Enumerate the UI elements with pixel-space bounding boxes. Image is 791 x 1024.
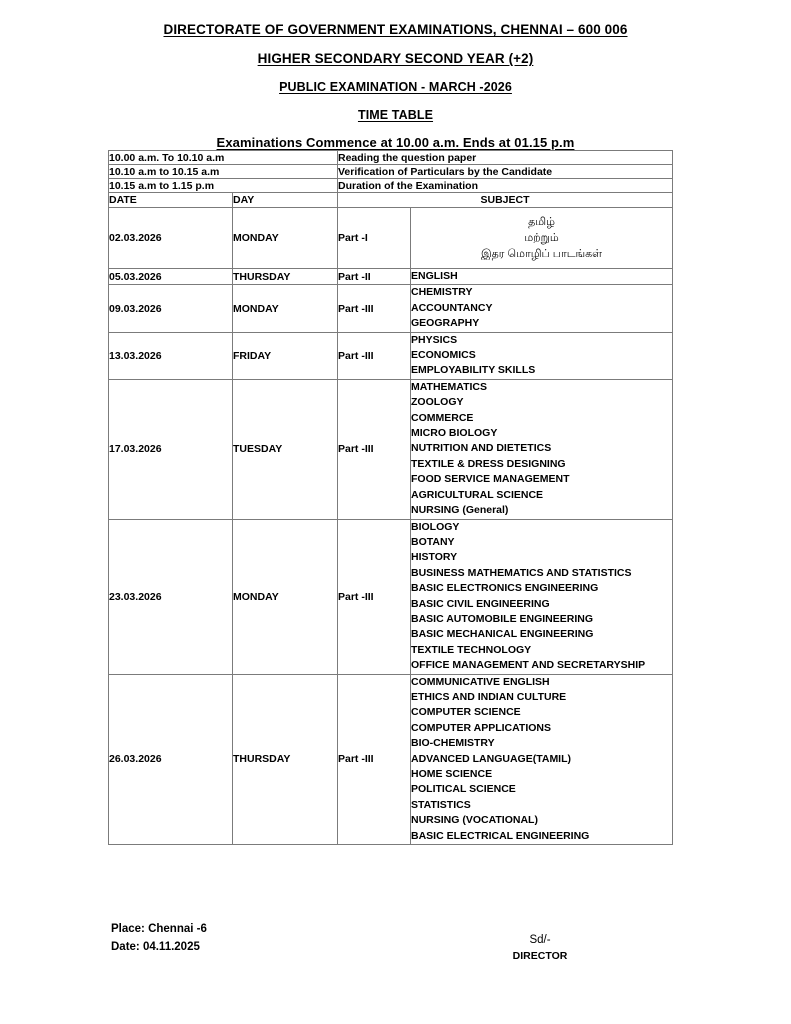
subject-name: BASIC ELECTRONICS ENGINEERING	[411, 582, 599, 595]
subject-name: தமிழ்	[528, 216, 555, 228]
header-line-title-text: TIME TABLE	[357, 108, 434, 122]
timing-description: Reading the question paper	[338, 151, 673, 165]
cell-subject-list	[411, 379, 673, 519]
timetable	[108, 150, 673, 845]
subject-name: BIOLOGY	[411, 520, 460, 533]
subject-name: TEXTILE & DRESS DESIGNING	[411, 457, 566, 470]
subject-name: COMMUNICATIVE ENGLISH	[411, 675, 550, 688]
subject-name: OFFICE MANAGEMENT AND SECRETARYSHIP	[411, 659, 646, 672]
cell-part: Part -III	[338, 379, 411, 519]
footer-designation: DIRECTOR	[512, 950, 568, 962]
subject-name: இதர மொழிப் பாடங்கள்	[480, 248, 603, 260]
cell-day: FRIDAY	[233, 332, 338, 379]
subject-name: EMPLOYABILITY SKILLS	[411, 364, 536, 377]
cell-day: MONDAY	[233, 208, 338, 269]
timing-row	[109, 179, 673, 193]
subject-name: NURSING (General)	[411, 504, 509, 517]
cell-part: Part -III	[338, 285, 411, 332]
cell-date: 09.03.2026	[109, 285, 233, 332]
subject-name: HOME SCIENCE	[411, 768, 493, 780]
timing-time: 10.15 a.m to 1.15 p.m	[109, 179, 338, 193]
header-line-exam	[0, 80, 791, 94]
column-header-day: DAY	[233, 193, 338, 208]
subject-name: ZOOLOGY	[411, 396, 464, 409]
cell-part: Part -I	[338, 208, 411, 269]
cell-date: 02.03.2026	[109, 208, 233, 269]
subject-name: AGRICULTURAL SCIENCE	[411, 488, 544, 501]
subject-name: ENGLISH	[411, 270, 458, 282]
subject-name: PHYSICS	[411, 333, 458, 346]
subject-name: MICRO BIOLOGY	[411, 427, 498, 440]
subject-name: ACCOUNTANCY	[411, 301, 493, 314]
cell-part: Part -III	[338, 332, 411, 379]
subject-name: GEOGRAPHY	[411, 317, 480, 330]
timetable-body	[109, 151, 673, 845]
document-footer	[0, 920, 791, 990]
column-header-date: DATE	[109, 193, 233, 208]
cell-part: Part -II	[338, 269, 411, 285]
cell-date: 23.03.2026	[109, 519, 233, 674]
footer-signature: Sd/-	[529, 934, 551, 946]
subject-name: BASIC CIVIL ENGINEERING	[411, 597, 550, 610]
cell-part: Part -III	[338, 674, 411, 844]
timing-row	[109, 165, 673, 179]
header-line-directorate	[0, 22, 791, 37]
subject-name: BASIC MECHANICAL ENGINEERING	[411, 628, 594, 641]
subject-name: BOTANY	[411, 535, 455, 548]
subject-name: COMMERCE	[411, 411, 474, 424]
timing-description: Duration of the Examination	[338, 179, 673, 193]
subject-name: NUTRITION AND DIETETICS	[411, 442, 552, 455]
table-row	[109, 674, 673, 844]
table-row	[109, 332, 673, 379]
subject-name: ADVANCED LANGUAGE(TAMIL)	[411, 752, 572, 765]
cell-part: Part -III	[338, 519, 411, 674]
subject-name: COMPUTER SCIENCE	[411, 706, 521, 719]
timing-time: 10.00 a.m. To 10.10 a.m	[109, 151, 338, 165]
header-line-class	[0, 51, 791, 66]
timetable-header-row	[109, 193, 673, 208]
subject-name: ECONOMICS	[411, 349, 476, 362]
subject-name: POLITICAL SCIENCE	[411, 783, 516, 796]
table-row	[109, 285, 673, 332]
header-line-timing	[0, 135, 791, 150]
cell-subject-list	[411, 285, 673, 332]
column-header-subject: SUBJECT	[338, 193, 673, 208]
document-header	[0, 0, 791, 150]
cell-subject-list	[411, 519, 673, 674]
header-line-exam-text: PUBLIC EXAMINATION - MARCH -2026	[279, 80, 512, 94]
cell-day: TUESDAY	[233, 379, 338, 519]
footer-place: Place: Chennai -6	[111, 923, 207, 935]
cell-subject-list	[411, 269, 673, 285]
cell-subject-list	[411, 332, 673, 379]
footer-place-date	[111, 920, 207, 956]
timetable-container	[108, 150, 672, 845]
cell-date: 13.03.2026	[109, 332, 233, 379]
cell-date: 17.03.2026	[109, 379, 233, 519]
timing-description: Verification of Particulars by the Candidate	[338, 165, 673, 179]
subject-name: TEXTILE TECHNOLOGY	[411, 643, 532, 656]
subject-name: CHEMISTRY	[411, 286, 473, 299]
header-line-title	[0, 108, 791, 122]
footer-signature-block	[460, 932, 620, 964]
subject-name: COMPUTER APPLICATIONS	[411, 721, 552, 734]
footer-date: Date: 04.11.2025	[111, 941, 200, 953]
subject-name: STATISTICS	[411, 798, 471, 811]
subject-name: BUSINESS MATHEMATICS AND STATISTICS	[411, 566, 632, 579]
header-line-class-text: HIGHER SECONDARY SECOND YEAR (+2)	[257, 51, 534, 66]
cell-day: THURSDAY	[233, 674, 338, 844]
table-row	[109, 208, 673, 269]
cell-date: 05.03.2026	[109, 269, 233, 285]
subject-name: BIO-CHEMISTRY	[411, 737, 495, 750]
subject-name: BASIC AUTOMOBILE ENGINEERING	[411, 612, 594, 625]
cell-subject-list	[411, 208, 673, 269]
timing-time: 10.10 a.m to 10.15 a.m	[109, 165, 338, 179]
cell-day: THURSDAY	[233, 269, 338, 285]
header-line-timing-text: Examinations Commence at 10.00 a.m. Ends at 01.15 p.m	[216, 135, 575, 150]
subject-name: FOOD SERVICE MANAGEMENT	[411, 473, 570, 486]
table-row	[109, 269, 673, 285]
table-row	[109, 379, 673, 519]
table-row	[109, 519, 673, 674]
subject-name: MATHEMATICS	[411, 380, 488, 393]
cell-day: MONDAY	[233, 519, 338, 674]
subject-name: ETHICS AND INDIAN CULTURE	[411, 690, 567, 703]
subject-name: NURSING (VOCATIONAL)	[411, 814, 538, 827]
header-line-directorate-text: DIRECTORATE OF GOVERNMENT EXAMINATIONS, CHENNAI – 600 006	[163, 22, 628, 37]
cell-day: MONDAY	[233, 285, 338, 332]
cell-date: 26.03.2026	[109, 674, 233, 844]
subject-name: BASIC ELECTRICAL ENGINEERING	[411, 829, 590, 842]
subject-name: மற்றும்	[524, 232, 559, 244]
timing-row	[109, 151, 673, 165]
subject-name: HISTORY	[411, 551, 458, 564]
cell-subject-list	[411, 674, 673, 844]
